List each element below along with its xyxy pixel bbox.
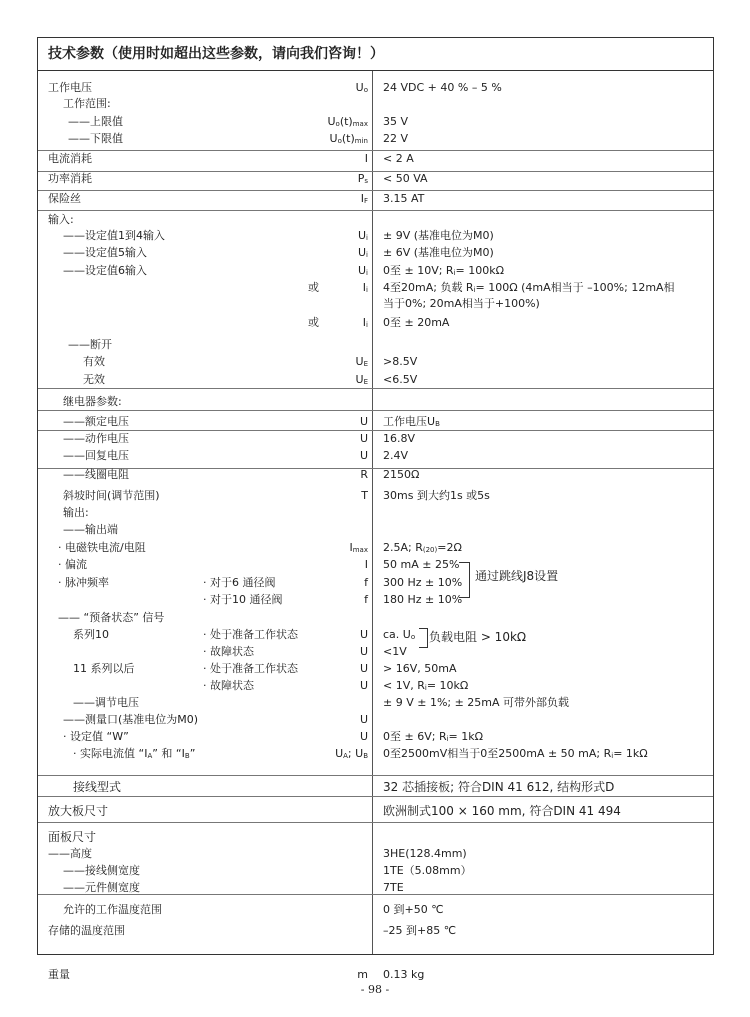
row-value bbox=[383, 628, 415, 644]
inline-text: = 1kΩ bbox=[448, 730, 484, 743]
subscript: max bbox=[352, 546, 368, 554]
subscript: (20) bbox=[422, 546, 438, 554]
row-label bbox=[73, 696, 139, 709]
subscript: i bbox=[366, 286, 368, 294]
inline-text: 无效 bbox=[83, 373, 105, 386]
row-sublabel: · 对于10 通径阀 bbox=[203, 593, 283, 606]
row-label bbox=[63, 506, 89, 519]
inline-text: 斜坡时间(调节范围) bbox=[63, 489, 160, 502]
inline-text: U bbox=[357, 229, 367, 242]
row-symbol bbox=[358, 229, 368, 245]
inline-text: ——额定电压 bbox=[63, 415, 129, 428]
row-symbol bbox=[360, 449, 368, 462]
row-symbol bbox=[358, 264, 368, 280]
inline-text: > 16V, 50mA bbox=[383, 662, 457, 675]
inline-text: U bbox=[355, 81, 364, 94]
subscript: E bbox=[363, 360, 368, 368]
inline-text: 24 VDC + 40 % – 5 % bbox=[383, 81, 502, 94]
inline-text: U bbox=[359, 415, 368, 428]
row-value bbox=[383, 373, 417, 386]
row-value bbox=[383, 132, 408, 145]
inline-text: 32 芯插接板; 符合DIN 41 612, 结构形式D bbox=[383, 780, 615, 794]
inline-text: 存储的温度范围 bbox=[48, 924, 125, 937]
inline-text: =2Ω bbox=[437, 541, 462, 554]
inline-text: P bbox=[357, 172, 365, 185]
inline-text: 接线型式 bbox=[73, 780, 122, 794]
row-symbol bbox=[361, 489, 368, 502]
inline-text: U bbox=[359, 713, 368, 726]
inline-text: ——调节电压 bbox=[73, 696, 139, 709]
inline-text: I bbox=[364, 558, 368, 571]
inline-text: 放大板尺寸 bbox=[48, 804, 109, 818]
subscript: o bbox=[337, 137, 342, 145]
inline-text: U bbox=[355, 355, 364, 368]
inline-text: 2.4V bbox=[383, 449, 409, 462]
row-value bbox=[383, 81, 502, 94]
inline-text: U bbox=[359, 662, 368, 675]
inline-text: < 2 A bbox=[383, 152, 414, 165]
inline-text: U bbox=[359, 645, 368, 658]
subscript: A bbox=[343, 752, 348, 760]
row-value bbox=[383, 152, 414, 165]
inline-text: >8.5V bbox=[383, 355, 418, 368]
inline-text: 3.15 AT bbox=[383, 192, 425, 205]
subscript: B bbox=[363, 752, 368, 760]
inline-text: 0至 ± 10V; bbox=[383, 264, 443, 277]
row-symbol bbox=[356, 373, 369, 389]
row-label bbox=[48, 213, 74, 226]
subscript: i bbox=[453, 269, 456, 277]
row-label bbox=[63, 264, 147, 277]
inline-text: (t) bbox=[341, 132, 355, 145]
row-value bbox=[383, 903, 444, 916]
row-value bbox=[383, 541, 462, 557]
inline-text: 输出: bbox=[63, 506, 89, 519]
load-note: 负载电阻 > 10kΩ bbox=[429, 630, 527, 644]
row-label bbox=[73, 781, 121, 794]
row-label bbox=[63, 449, 129, 462]
inline-text: ” bbox=[189, 747, 196, 760]
row-label bbox=[73, 628, 109, 641]
inline-text: 7TE bbox=[383, 881, 404, 894]
inline-text: U bbox=[359, 730, 368, 743]
inline-text: 11 系列以后 bbox=[73, 662, 135, 675]
inline-text: 3HE(128.4mm) bbox=[383, 847, 467, 860]
row-label bbox=[63, 246, 147, 259]
inline-text: < 50 VA bbox=[383, 172, 428, 185]
subscript: max bbox=[352, 120, 368, 128]
row-symbol bbox=[356, 355, 369, 371]
inline-text: ——线圈电阻 bbox=[63, 468, 129, 481]
row-symbol bbox=[363, 281, 368, 297]
row-label bbox=[73, 747, 195, 763]
row-symbol bbox=[327, 115, 368, 131]
inline-text: = 100Ω (4mA相当于 –100%; 12mA相 bbox=[475, 281, 675, 294]
inline-text: ± 9V (基准电位为M0) bbox=[383, 229, 494, 242]
inline-text: 工作电压U bbox=[383, 415, 436, 428]
inline-text: R bbox=[360, 468, 368, 481]
row-label bbox=[48, 831, 96, 844]
inline-text: ——高度 bbox=[48, 847, 92, 860]
row-label bbox=[63, 229, 165, 242]
row-sublabel: · 处于准备工作状态 bbox=[203, 662, 298, 675]
row-value bbox=[383, 864, 472, 877]
inline-text: 4至20mA; 负载 R bbox=[383, 281, 474, 294]
inline-text: T bbox=[361, 489, 368, 502]
inline-text: 30ms 到大约1s 或5s bbox=[383, 489, 490, 502]
inline-text: 继电器参数: bbox=[63, 395, 122, 408]
inline-text: ——动作电压 bbox=[63, 432, 129, 445]
row-value bbox=[383, 730, 483, 746]
inline-text: 2.5A; bbox=[383, 541, 412, 554]
inline-text: U bbox=[357, 246, 367, 259]
row-symbol bbox=[360, 468, 368, 481]
row-label bbox=[48, 847, 92, 860]
inline-text: 工作电压 bbox=[48, 81, 92, 94]
inline-text: ——测量口(基准电位为M0) bbox=[63, 713, 199, 726]
subscript: i bbox=[424, 684, 427, 692]
row-value bbox=[383, 229, 494, 242]
inline-text: R bbox=[411, 541, 423, 554]
inline-text: R bbox=[600, 747, 612, 760]
row-value bbox=[383, 468, 419, 481]
row-symbol bbox=[365, 152, 368, 165]
inline-text: · 设定值 “W” bbox=[63, 730, 129, 743]
row-value bbox=[383, 115, 408, 128]
inline-text: 180 Hz ± 10% bbox=[383, 593, 463, 606]
subscript: i bbox=[473, 286, 476, 294]
inline-text: 保险丝 bbox=[48, 192, 81, 205]
row-label bbox=[68, 338, 112, 351]
row-symbol bbox=[360, 662, 368, 675]
inline-text: f bbox=[364, 593, 368, 606]
row-value bbox=[383, 679, 468, 695]
inline-text: 35 V bbox=[383, 115, 409, 128]
row-value bbox=[383, 645, 407, 658]
subscript: i bbox=[446, 735, 449, 743]
row-symbol bbox=[335, 747, 368, 763]
inline-text: = 1kΩ bbox=[613, 747, 648, 760]
subscript: min bbox=[354, 137, 368, 145]
row-label bbox=[63, 713, 198, 726]
row-label bbox=[58, 611, 164, 624]
row-symbol bbox=[358, 246, 368, 262]
row-value bbox=[383, 924, 456, 937]
inline-text: R bbox=[442, 264, 454, 277]
inline-text: 或 bbox=[308, 281, 319, 294]
row-symbol bbox=[364, 593, 368, 606]
inline-text: 16.8V bbox=[383, 432, 416, 445]
inline-text: 0至2500mV相当于0至2500mA ± 50 mA; bbox=[383, 747, 601, 760]
inline-text: 有效 bbox=[83, 355, 105, 368]
inline-text: I bbox=[364, 152, 368, 165]
inline-text: ——断开 bbox=[68, 338, 112, 351]
row-sublabel: · 处于准备工作状态 bbox=[203, 628, 298, 641]
row-value bbox=[383, 696, 569, 709]
row-separator bbox=[38, 894, 713, 895]
inline-text: R bbox=[435, 730, 447, 743]
row-value bbox=[383, 968, 424, 981]
inline-text: 面板尺寸 bbox=[48, 830, 97, 844]
row-symbol bbox=[358, 172, 368, 188]
row-value bbox=[383, 192, 424, 205]
inline-text: <6.5V bbox=[383, 373, 418, 386]
inline-text: · 实际电流值 “I bbox=[73, 747, 148, 760]
row-value bbox=[383, 316, 449, 329]
subscript: i bbox=[366, 251, 368, 259]
row-symbol bbox=[360, 645, 368, 658]
row-symbol bbox=[357, 968, 368, 981]
row-symbol bbox=[364, 576, 368, 589]
row-separator bbox=[38, 775, 713, 776]
inline-text: ——设定值1到4输入 bbox=[63, 229, 165, 242]
row-symbol bbox=[360, 730, 368, 743]
row-label bbox=[63, 864, 140, 877]
row-label bbox=[63, 97, 111, 110]
row-label bbox=[58, 558, 87, 571]
inline-text: 重量 bbox=[48, 968, 70, 981]
row-label bbox=[68, 115, 123, 128]
subscript: B bbox=[435, 420, 440, 428]
row-label bbox=[48, 968, 70, 981]
row-separator bbox=[38, 388, 713, 389]
inline-text: 50 mA ± 25% bbox=[383, 558, 460, 571]
row-label bbox=[63, 730, 129, 743]
subscript: F bbox=[363, 197, 368, 205]
row-label bbox=[73, 662, 135, 675]
row-value bbox=[383, 576, 462, 589]
inline-text: ——设定值5输入 bbox=[63, 246, 147, 259]
inline-text: ± 6V (基准电位为M0) bbox=[383, 246, 494, 259]
subscript: i bbox=[366, 269, 368, 277]
subscript: o bbox=[363, 86, 368, 94]
row-separator bbox=[38, 410, 713, 411]
row-label bbox=[63, 415, 129, 428]
subscript: i bbox=[366, 321, 368, 329]
inline-text: 0 到+50 ℃ bbox=[383, 903, 444, 916]
row-symbol bbox=[360, 432, 368, 445]
inline-text: —— “预备状态” 信号 bbox=[58, 611, 165, 624]
row-symbol bbox=[330, 132, 368, 148]
row-sublabel: · 故障状态 bbox=[203, 645, 254, 658]
row-value bbox=[383, 172, 428, 185]
subscript: o bbox=[410, 633, 416, 641]
subscript: E bbox=[363, 378, 368, 386]
row-symbol bbox=[361, 192, 368, 208]
row-value bbox=[383, 593, 462, 606]
jumper-note: 通过跳线J8设置 bbox=[475, 569, 559, 583]
inline-text: R bbox=[413, 679, 425, 692]
inline-text: ” 和 “I bbox=[152, 747, 185, 760]
row-symbol bbox=[360, 415, 368, 428]
inline-text: ——输出端 bbox=[63, 523, 118, 536]
spec-table bbox=[37, 37, 714, 981]
row-label bbox=[48, 172, 92, 185]
row-label bbox=[68, 132, 123, 145]
inline-text: U bbox=[359, 628, 368, 641]
row-separator bbox=[38, 190, 713, 191]
inline-text: 0至 ± 6V; bbox=[383, 730, 436, 743]
inline-text: U bbox=[355, 373, 364, 386]
subscript: s bbox=[364, 177, 368, 185]
row-separator bbox=[38, 822, 713, 823]
inline-text: < 1V, bbox=[383, 679, 414, 692]
inline-text: ; U bbox=[347, 747, 364, 760]
row-value bbox=[383, 415, 440, 431]
row-symbol bbox=[365, 558, 368, 571]
inline-text: 系列10 bbox=[73, 628, 109, 641]
inline-text: ca. U bbox=[383, 628, 411, 641]
inline-text: 电流消耗 bbox=[48, 152, 92, 165]
row-value bbox=[383, 489, 490, 502]
row-label bbox=[308, 316, 319, 329]
row-value bbox=[383, 432, 415, 445]
row-label bbox=[63, 395, 122, 408]
row-label bbox=[48, 924, 125, 937]
inline-text: I bbox=[360, 192, 364, 205]
inline-text: = 100kΩ bbox=[455, 264, 505, 277]
brace-bracket bbox=[459, 562, 470, 598]
row-value bbox=[383, 781, 614, 794]
inline-text: = 10kΩ bbox=[426, 679, 469, 692]
inline-text: 2150Ω bbox=[383, 468, 420, 481]
inline-text: ——回复电压 bbox=[63, 449, 129, 462]
inline-text: · 电磁铁电流/电阻 bbox=[58, 541, 146, 554]
inline-text: (t) bbox=[339, 115, 353, 128]
row-symbol bbox=[349, 541, 368, 557]
row-separator bbox=[38, 468, 713, 469]
subscript: B bbox=[184, 752, 190, 760]
row-symbol bbox=[363, 316, 368, 332]
row-label bbox=[63, 489, 160, 502]
inline-text: 300 Hz ± 10% bbox=[383, 576, 463, 589]
row-separator bbox=[38, 171, 713, 172]
inline-text: ——接线侧宽度 bbox=[63, 864, 140, 877]
inline-text: 0.13 kg bbox=[383, 968, 425, 981]
row-value bbox=[383, 264, 504, 280]
row-value bbox=[383, 747, 648, 763]
inline-text: ——设定值6输入 bbox=[63, 264, 147, 277]
row-value bbox=[383, 805, 621, 818]
page-number: - 98 - bbox=[360, 983, 390, 996]
inline-text: f bbox=[364, 576, 368, 589]
row-sublabel: · 对于6 通径阀 bbox=[203, 576, 276, 589]
row-value bbox=[383, 246, 494, 259]
row-value bbox=[383, 558, 459, 571]
inline-text: I bbox=[362, 281, 367, 294]
subscript: o bbox=[335, 120, 340, 128]
subscript: A bbox=[147, 752, 153, 760]
row-symbol bbox=[360, 679, 368, 692]
row-label bbox=[48, 192, 81, 205]
inline-text: U bbox=[359, 432, 368, 445]
row-value bbox=[383, 281, 675, 297]
row-symbol bbox=[360, 713, 368, 726]
row-symbol bbox=[356, 81, 368, 97]
row-label bbox=[83, 355, 105, 368]
row-separator bbox=[38, 210, 713, 211]
row-value bbox=[383, 881, 404, 894]
row-separator bbox=[38, 150, 713, 151]
row-label bbox=[58, 576, 109, 589]
inline-text: 1TE（5.08mm） bbox=[383, 864, 472, 877]
row-label bbox=[83, 373, 105, 386]
row-label bbox=[48, 805, 108, 818]
subscript: i bbox=[611, 752, 614, 760]
row-value bbox=[383, 449, 408, 462]
row-label bbox=[63, 432, 129, 445]
row-label bbox=[63, 523, 118, 536]
inline-text: I bbox=[362, 316, 367, 329]
inline-text: · 脉冲频率 bbox=[58, 576, 109, 589]
row-separator bbox=[38, 430, 713, 431]
row-value bbox=[383, 355, 417, 368]
inline-text: 欧洲制式100 × 160 mm, 符合DIN 41 494 bbox=[383, 804, 621, 818]
row-value-line2: 当于0%; 20mA相当于+100%) bbox=[383, 297, 540, 310]
row-label bbox=[48, 152, 92, 165]
inline-text: U bbox=[359, 449, 368, 462]
inline-text: U bbox=[335, 747, 344, 760]
subscript: i bbox=[366, 234, 368, 242]
table-title: 技术参数（使用时如超出这些参数，请向我们咨询！） bbox=[38, 38, 713, 71]
row-separator bbox=[38, 796, 713, 797]
inline-text: U bbox=[329, 132, 338, 145]
row-label bbox=[63, 881, 140, 894]
inline-text: I bbox=[349, 541, 353, 554]
inline-text: ——下限值 bbox=[68, 132, 123, 145]
inline-text: · 偏流 bbox=[58, 558, 87, 571]
inline-text: ——元件侧宽度 bbox=[63, 881, 140, 894]
row-label bbox=[58, 541, 146, 554]
inline-text: U bbox=[357, 264, 367, 277]
inline-text: 功率消耗 bbox=[48, 172, 92, 185]
inline-text: 允许的工作温度范围 bbox=[63, 903, 162, 916]
inline-text: 0至 ± 20mA bbox=[383, 316, 450, 329]
inline-text: U bbox=[327, 115, 336, 128]
inline-text: m bbox=[357, 968, 368, 981]
row-label bbox=[63, 903, 162, 916]
inline-text: <1V bbox=[383, 645, 407, 658]
inline-text: U bbox=[359, 679, 368, 692]
row-value bbox=[383, 847, 467, 860]
row-sublabel: · 故障状态 bbox=[203, 679, 254, 692]
inline-text: ——上限值 bbox=[68, 115, 123, 128]
row-label bbox=[308, 281, 319, 294]
row-label bbox=[48, 81, 92, 94]
row-value bbox=[383, 662, 456, 675]
inline-text: 22 V bbox=[383, 132, 409, 145]
inline-text: 输入: bbox=[48, 213, 74, 226]
inline-text: –25 到+85 ℃ bbox=[383, 924, 457, 937]
inline-text: 工作范围: bbox=[63, 97, 111, 110]
row-symbol bbox=[360, 628, 368, 641]
inline-text: 或 bbox=[308, 316, 319, 329]
brace-bracket bbox=[419, 628, 428, 648]
inline-text: ± 9 V ± 1%; ± 25mA 可带外部负载 bbox=[383, 696, 570, 709]
row-label bbox=[63, 468, 129, 481]
